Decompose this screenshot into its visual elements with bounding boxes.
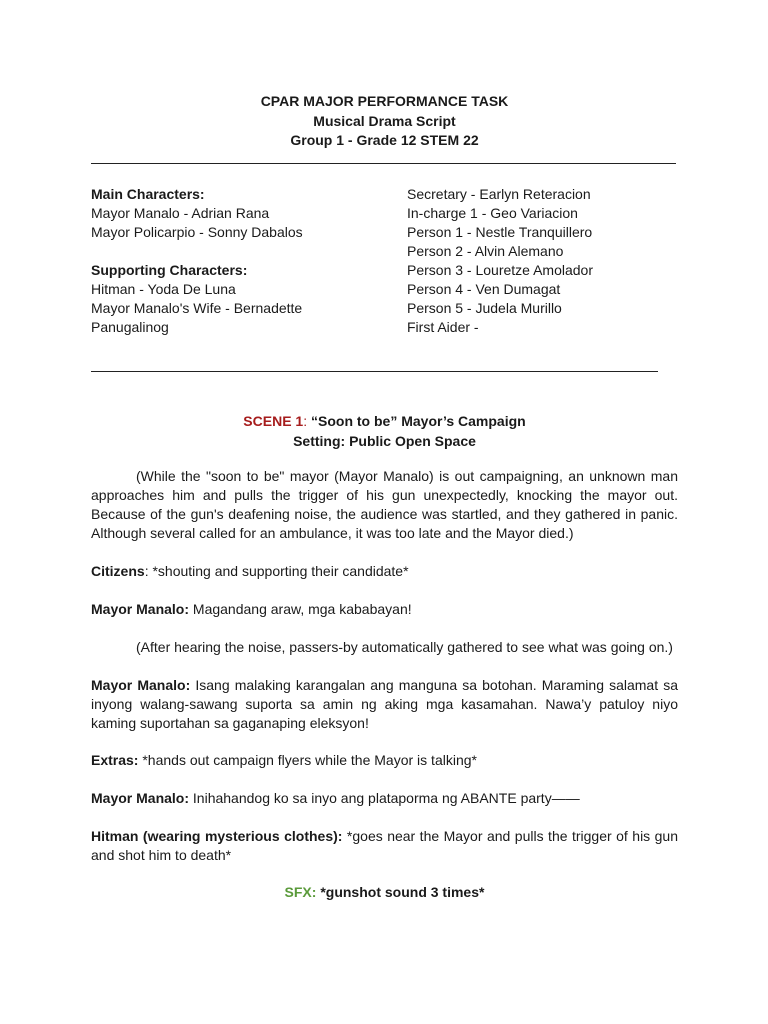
dialogue-text: *hands out campaign flyers while the Mayor is talking* [138,752,477,768]
header-group: Group 1 - Grade 12 STEM 22 [290,132,479,148]
stage-direction-intro: (While the "soon to be" mayor (Mayor Manalo) is out campaigning, an unknown man approaches him and pulls the trigger of his gun unexpectedly, knocking the mayor out. Because of the gun's deafening noise, the audience was startled, and they gathered in panic. Although several called for an ambulance, it was too late and the Mayor died.) [91,468,678,541]
speaker-name: Citizens [91,563,145,579]
script-line [91,676,678,733]
supporting-characters-heading: Supporting Characters: [91,262,248,278]
document-header [91,92,678,151]
scene-title: “Soon to be” Mayor’s Campaign [307,413,526,429]
dialogue-text: : *shouting and supporting their candidate* [144,563,409,579]
script-line [91,562,678,581]
script-line [91,827,678,865]
cast-entry: Mayor Manalo - Adrian Rana [91,205,270,221]
sfx-label: SFX: [284,884,317,900]
cast-entry: Panugalinog [91,319,169,335]
sfx-line [91,883,678,902]
dialogue-text: *goes near the Mayor and pulls the trigger of his gun and shot him to death* [91,828,678,863]
speaker-name: Mayor Manalo: [91,677,191,693]
dialogue-text: Magandang araw, mga kababayan! [189,601,412,617]
bottom-divider [91,371,658,372]
cast-entry: Hitman - Yoda De Luna [91,281,236,297]
cast-entry: Person 5 - Judela Murillo [407,300,562,316]
header-title: CPAR MAJOR PERFORMANCE TASK [260,93,509,109]
speaker-name: Mayor Manalo: [91,601,190,617]
cast-entry: Person 1 - Nestle Tranquillero [407,224,593,240]
header-subtitle: Musical Drama Script [313,112,456,129]
scene-setting: Setting: Public Open Space [293,433,476,449]
speaker-name: Mayor Manalo: [91,790,190,806]
cast-right-column [407,185,678,337]
speaker-name: Hitman (wearing mysterious clothes): [91,828,343,844]
script-line [91,751,678,770]
script-line [91,789,678,808]
cast-entry: Person 4 - Ven Dumagat [407,281,561,297]
cast-entry: Secretary - Earlyn Reteracion [407,186,591,202]
scene-label: SCENE 1 [243,413,304,429]
stage-direction: (After hearing the noise, passers-by automatically gathered to see what was going on.) [136,639,673,655]
cast-entry: Person 3 - Louretze Amolador [407,262,593,278]
cast-entry: In-charge 1 - Geo Variacion [407,205,578,221]
script-line [91,600,678,619]
sfx-text: *gunshot sound 3 times* [316,884,485,900]
cast-entry: Person 2 - Alvin Alemano [407,243,564,259]
dialogue-text: Inihahandog ko sa inyo ang plataporma ng ABANTE party—— [189,790,580,806]
top-divider [91,163,676,164]
cast-entry: First Aider - [407,319,479,335]
scene-heading [91,411,678,451]
cast-entry: Mayor Manalo's Wife - Bernadette [91,300,303,316]
cast-entry: Mayor Policarpio - Sonny Dabalos [91,224,303,240]
main-characters-heading: Main Characters: [91,186,205,202]
scene-colon: : [303,413,308,429]
cast-left-column [91,185,361,337]
dialogue-text: Isang malaking karangalan ang manguna sa botohan. Maraming salamat sa inyong walang-sawang suporta sa amin ng aking mga kasamahan. Nawa’y patuloy niyo kaming suportahan sa gaganaping eleksyon! [91,677,679,731]
speaker-name: Extras: [91,752,139,768]
